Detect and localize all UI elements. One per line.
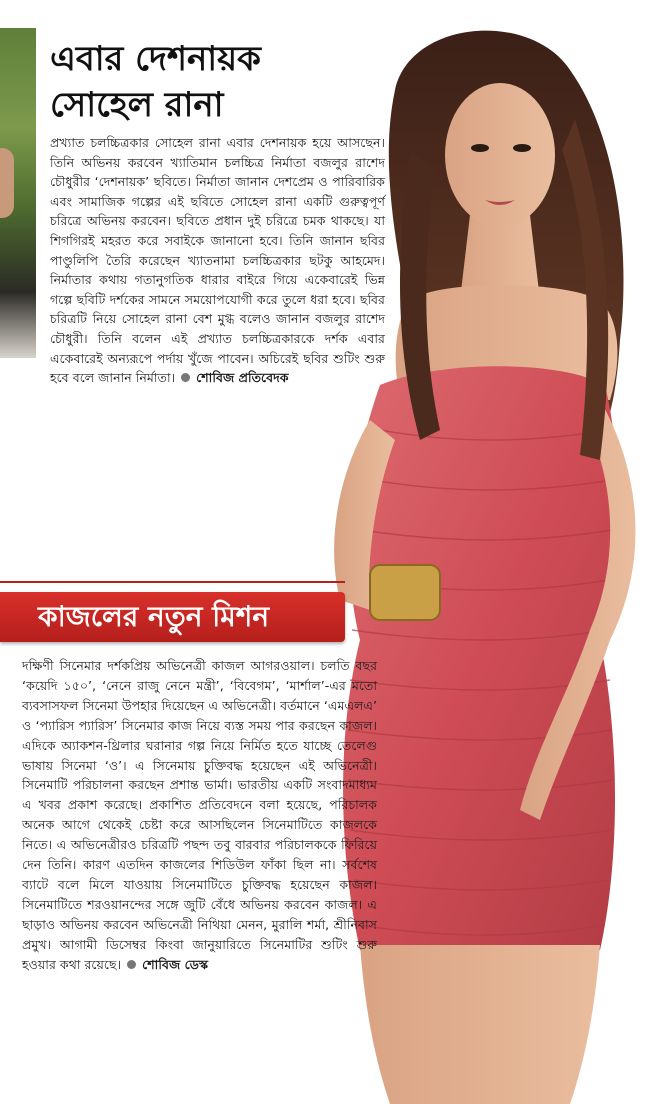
banner-divider xyxy=(0,581,345,583)
face-shape xyxy=(445,83,555,227)
article2-byline: শোবিজ ডেস্ক xyxy=(142,956,209,972)
article2-headline: কাজলের নতুন মিশন xyxy=(38,600,270,633)
dot-icon xyxy=(181,373,190,382)
article1-headline-line1: এবার দেশনায়ক xyxy=(50,39,261,79)
article2-banner xyxy=(0,592,345,642)
article2-body xyxy=(22,656,377,975)
article1-body xyxy=(50,133,385,388)
bracelet-shape xyxy=(370,565,440,620)
dot-icon xyxy=(127,960,136,969)
article1-byline: শোবিজ প্রতিবেদক xyxy=(196,370,289,386)
left-photo-face xyxy=(0,148,14,218)
article2-text: দক্ষিণী সিনেমার দর্শকপ্রিয় অভিনেত্রী কাজল আগরওয়াল। চলতি বছর ‘কয়েদি ১৫০’, ‘নেনে রাজু নেনে মন্ত্রী’, ‘বিবেগম’, ‘মার্শাল’-এর মতো ব্যবসাসফল সিনেমা উপহার দিয়েছেন এ অভিনেত্রী। বর্তমানে ‘এমএলএ’ ও ‘প্যারিস প্যারিস’ সিনেমার কাজ নিয়ে ব্যস্ত সময় পার করছেন কাজল। এদিকে অ্যাকশন-থ্রিলার ঘরানার গল্প নিয়ে নির্মিত হতে যাচ্ছে তেলেগু ভাষায় সিনেমা ‘ও’। এ সিনেমায় চুক্তিবদ্ধ হয়েছেন এই অভিনেত্রী। সিনেমাটি পরিচালনা করছেন প্রশান্ত ভার্মা। ভারতীয় একটি সংবাদমাধ্যম এ খবর প্রকাশ করেছে। প্রকাশিত প্রতিবেদনে বলা হয়েছে, পরিচালক অনেক আগে থেকেই চেষ্টা করে আসছিলেন সিনেমাটিতে কাজলকে নিতে। এ অভিনেত্রীরও চরিত্রটি পছন্দ তবু বারবার পরিচালককে ফিরিয়ে দেন তিনি। কারণ এতদিন কাজলের শিডিউল ফাঁকা ছিল না। সর্বশেষ ব্যাটে বলে মিলে যাওয়ায় সিনেমাটিতে চুক্তিবদ্ধ হয়েছেন কাজল। সিনেমাটিতে শরওয়ানন্দের সঙ্গে জুটি বেঁধে অভিনয় করবেন কাজল। এ ছাড়াও অভিনয় করবেন অভিনেত্রী নিথিয়া মেনন, মুরালি শর্মা, শ্রীনিবাস প্রমুখ। আগামী ডিসেম্বর কিংবা জানুয়ারিতে সিনেমাটির শুটিং শুরু হওয়ার কথা রয়েছে। xyxy=(22,658,377,972)
legs-shape xyxy=(360,945,600,1104)
article1-headline-line2: সোহেল রানা xyxy=(50,85,224,125)
left-photo-crop xyxy=(0,28,36,358)
article1-text: প্রখ্যাত চলচ্চিত্রকার সোহেল রানা এবার দেশনায়ক হয়ে আসছেন। তিনি অভিনয় করবেন খ্যাতিমান চলচ্চিত্র নির্মাতা বজলুর রাশেদ চৌধুরীর ‘দেশনায়ক’ ছবিতে। নির্মাতা জানান দেশপ্রেম ও পারিবারিক এবং সামাজিক গল্পের এই ছবিতে সোহেল রানা একটি গুরুত্বপূর্ণ চরিত্রে অভিনয় করবেন। ছবিতে প্রধান দুই চরিত্রে চমক থাকছে। যা শিগগিরই মহরত করে সবাইকে জানানো হবে। তিনি জানান ছবির পাণ্ডুলিপি তৈরি করেছেন খ্যাতনামা চলচ্চিত্রকার ছটকু আহমেদ। নির্মাতার কথায় গতানুগতিক ধারার বাইরে গিয়ে একেবারেই ভিন্ন গল্পে ছবিটি দর্শকের সামনে সময়োপযোগী করে তুলে ধরা হবে। ছবির চরিত্রটি নিয়ে সোহেল রানা বেশ মুগ্ধ বলেও জানান বজলুর রাশেদ চৌধুরী। তিনি বলেন এই প্রখ্যাত চলচ্চিত্রকারকে দর্শক এবার একেবারেই অন্যরূপে পর্দায় খুঁজে পাবেন। অচিরেই ছবির শুটিং শুরু হবে বলে জানান নির্মাতা। xyxy=(50,135,385,386)
article1-headline xyxy=(50,36,350,128)
